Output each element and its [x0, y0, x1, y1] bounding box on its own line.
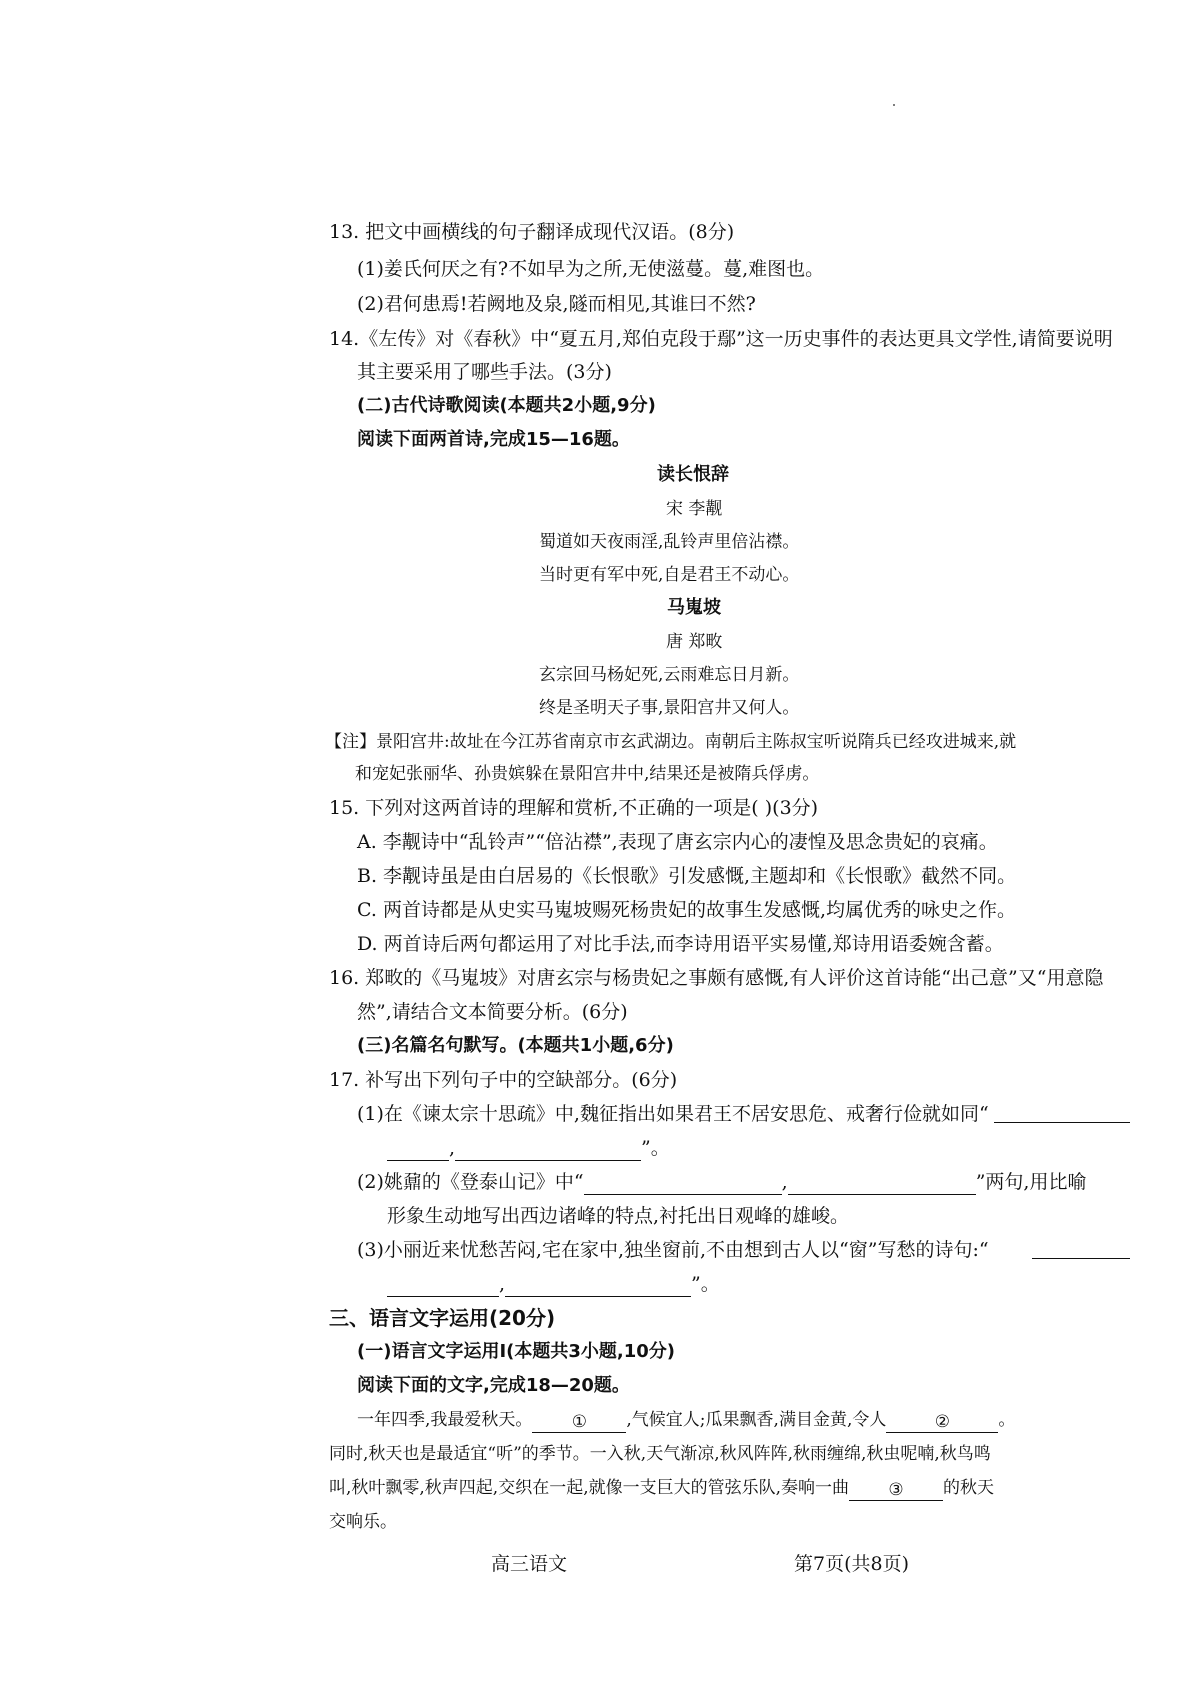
passage-l3-b: 的秋天	[943, 1478, 995, 1498]
poem-2-line-2: 终是圣明天子事,景阳宫井又何人。	[539, 698, 800, 718]
passage-l1-a: 一年四季,我最爱秋天。	[357, 1410, 533, 1430]
q13-sentence-2: (2)君何患焉!若阙地及泉,隧而相见,其谁曰不然?	[357, 293, 756, 315]
part-3-instruction: 阅读下面的文字,完成18—20题。	[357, 1375, 630, 1396]
passage-line-4: 交响乐。	[329, 1512, 397, 1532]
q13-stem: 13. 把文中画横线的句子翻译成现代汉语。(8分)	[329, 221, 735, 243]
poem-note-line-2: 和宠妃张丽华、孙贵嫔躲在景阳宫井中,结果还是被隋兵俘虏。	[355, 764, 820, 784]
poem-2-title: 马嵬坡	[667, 597, 721, 618]
q15-option-a: A. 李觏诗中“乱铃声”“倍沾襟”,表现了唐玄宗内心的凄惶及思念贵妃的哀痛。	[357, 831, 998, 853]
passage-l3-a: 叫,秋叶飘零,秋声四起,交织在一起,就像一支巨大的管弦乐队,奏响一曲	[329, 1478, 850, 1498]
blank-1-label: ①	[571, 1412, 588, 1432]
q17-blank-1a-end[interactable]	[387, 1140, 449, 1161]
passage-l1-b: ,气候宜人;瓜果飘香,满目金黄,令人	[626, 1410, 887, 1430]
q17-blank-3a-end[interactable]	[387, 1276, 499, 1297]
q15-option-b: B. 李觏诗虽是由白居易的《长恨歌》引发感慨,主题却和《长恨歌》截然不同。	[357, 865, 1017, 887]
q15-option-d: D. 两首诗后两句都运用了对比手法,而李诗用语平实易懂,郑诗用语委婉含蓄。	[357, 933, 1004, 955]
passage-blank-3[interactable]	[849, 1480, 943, 1501]
q17-comma-2: ,	[781, 1171, 788, 1193]
q17-blank-3a-start[interactable]	[1032, 1258, 1130, 1259]
footer-page-number: 第7页(共8页)	[794, 1553, 910, 1575]
q17-stem: 17. 补写出下列句子中的空缺部分。(6分)	[329, 1069, 678, 1091]
blank-2-label: ②	[934, 1412, 950, 1432]
passage-line-2: 同时,秋天也是最适宜“听”的季节。一入秋,天气渐凉,秋风阵阵,秋雨缠绵,秋虫呢喃,秋鸟鸣	[329, 1444, 991, 1464]
q16-line-1: 16. 郑畋的《马嵬坡》对唐玄宗与杨贵妃之事颇有感慨,有人评价这首诗能“出己意”又“用意隐	[329, 967, 1104, 989]
q17-part-1-text: (1)在《谏太宗十思疏》中,魏征指出如果君王不居安思危、戒奢行俭就如同“	[357, 1103, 989, 1125]
q17-comma-1: ,	[449, 1137, 456, 1159]
poem-1-line-2: 当时更有军中死,自是君王不动心。	[539, 565, 800, 585]
q13-sentence-1: (1)姜氏何厌之有?不如早为之所,无使滋蔓。蔓,难图也。	[357, 258, 825, 280]
poem-2-line-1: 玄宗回马杨妃死,云雨难忘日月新。	[539, 665, 800, 685]
section-2-instruction: 阅读下面两首诗,完成15—16题。	[357, 429, 630, 450]
passage-blank-2[interactable]	[886, 1412, 998, 1433]
footer-subject: 高三语文	[491, 1553, 568, 1575]
poem-1-title: 读长恨辞	[657, 464, 729, 485]
q17-blank-2a[interactable]	[584, 1174, 782, 1195]
q17-part-2	[357, 1169, 1086, 1195]
q17-blank-2b[interactable]	[788, 1174, 976, 1195]
blank-3-label: ③	[888, 1480, 904, 1500]
q17-part-1	[357, 1101, 989, 1127]
q17-endquote-1: ”。	[641, 1137, 670, 1159]
q14-line-2: 其主要采用了哪些手法。(3分)	[357, 361, 612, 383]
q17-blank-1b[interactable]	[455, 1140, 641, 1161]
part-3-subheading: (一)语言文字运用Ⅰ(本题共3小题,10分)	[357, 1341, 676, 1362]
q17-part-2-after: ”两句,用比喻	[975, 1171, 1087, 1193]
q17-part-3-cont	[387, 1271, 720, 1297]
poem-1-author: 宋 李觏	[666, 499, 723, 519]
q16-line-2: 然”,请结合文本简要分析。(6分)	[357, 1001, 628, 1023]
poem-2-author: 唐 郑畋	[666, 632, 723, 652]
q17-endquote-3: ”。	[691, 1273, 720, 1295]
q17-blank-1a-start[interactable]	[994, 1122, 1130, 1123]
poem-1-line-1: 蜀道如天夜雨淫,乱铃声里倍沾襟。	[539, 532, 800, 552]
q17-part-3-text: (3)小丽近来忧愁苦闷,宅在家中,独坐窗前,不由想到古人以“窗”写愁的诗句:“	[357, 1239, 989, 1261]
passage-line-3	[329, 1475, 994, 1501]
q17-part-3	[357, 1237, 989, 1263]
scan-speck	[893, 104, 895, 106]
passage-line-1	[357, 1407, 1015, 1433]
q17-comma-3: ,	[499, 1273, 506, 1295]
q17-part-2-text: (2)姚鼐的《登泰山记》中“	[357, 1171, 584, 1193]
q14-line-1: 14.《左传》对《春秋》中“夏五月,郑伯克段于鄢”这一历史事件的表达更具文学性,请简要说明	[329, 328, 1113, 350]
section-3-heading: (三)名篇名句默写。(本题共1小题,6分)	[357, 1035, 674, 1056]
q17-part-2-cont: 形象生动地写出西边诸峰的特点,衬托出日观峰的雄峻。	[387, 1205, 850, 1227]
q17-blank-3b[interactable]	[505, 1276, 691, 1297]
q17-part-1-cont	[387, 1135, 670, 1161]
part-3-heading: 三、语言文字运用(20分)	[329, 1306, 556, 1330]
passage-blank-1[interactable]	[532, 1412, 626, 1433]
poem-note-line-1: 【注】景阳宫井:故址在今江苏省南京市玄武湖边。南朝后主陈叔宝听说隋兵已经攻进城来,就	[325, 732, 1017, 752]
q15-option-c: C. 两首诗都是从史实马嵬坡赐死杨贵妃的故事生发感慨,均属优秀的咏史之作。	[357, 899, 1016, 921]
passage-l1-c: 。	[998, 1410, 1016, 1430]
section-2-heading: (二)古代诗歌阅读(本题共2小题,9分)	[357, 395, 656, 416]
q15-stem: 15. 下列对这两首诗的理解和赏析,不正确的一项是( )(3分)	[329, 797, 819, 819]
